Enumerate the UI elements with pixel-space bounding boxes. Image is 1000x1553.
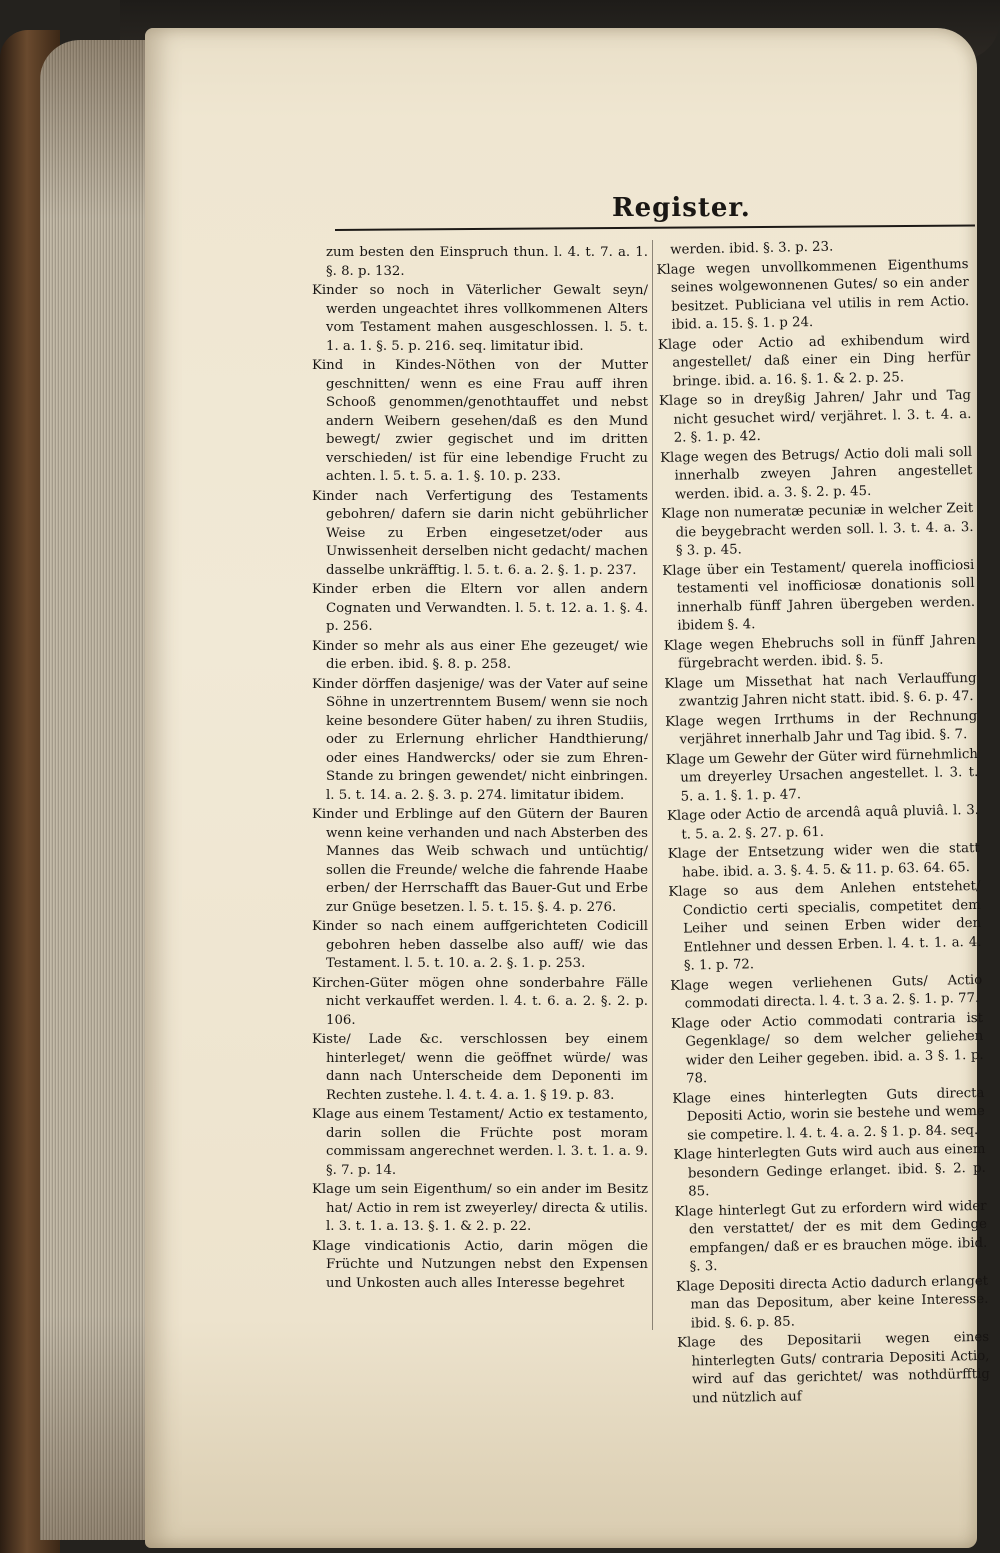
register-entry: Klage wegen Irrthums in der Rechnung verjähret innerhalb Jahr und Tag ibid. §. 7.	[665, 708, 978, 748]
register-entry: Kinder nach Verfertigung des Testaments gebohren/ dafern sie darin nicht gebührlicher Weise zu Erben eingesetzet/oder aus Unwissenheit derselben nicht gedacht/ machen dasselbe unkräfftig. l. 5. t. 6. a. 2. §. 1. p. 237.	[312, 488, 648, 578]
register-entry: Klage eines hinterlegten Guts directa Depositi Actio, worin sie bestehe und weme sie competire. l. 4. t. 4. a. 2. § 1. p. 84. seq.	[672, 1085, 985, 1144]
register-entry: Klage wegen unvollkommenen Eigenthums seines wolgewonnenen Gutes/ so ein ander besitzet. Publiciana vel utilis in rem Actio. ibid. a. 15. §. 1. p 24.	[656, 256, 970, 333]
running-header-title: Register.	[612, 193, 751, 223]
column-divider	[652, 240, 653, 1330]
register-entry: Klage um Missethat hat nach Verlauffung zwantzig Jahren nicht statt. ibid. §. 6. p. 47.	[664, 670, 977, 710]
register-entry: Kinder so mehr als aus einer Ehe gezeuget/ wie die erben. ibid. §. 8. p. 258.	[312, 638, 648, 672]
register-entry: Klage vindicationis Actio, darin mögen die Früchte und Nutzungen nebst den Expensen und Unkosten auch alles Interesse begehret	[312, 1238, 648, 1291]
register-entry: Kind in Kindes-Nöthen von der Mutter geschnitten/ wenn es eine Frau auff ihren Schooß genommen/genothtauffet und nebst andern Weibern gesehen/daß es den Mund bewegt/ zwier gegischet und im dritten verschieden/ ist für eine lebendige Frucht zu achten. l. 5. t. 5. a. 1. §. 10. p. 233.	[312, 358, 648, 484]
register-entry: Kirchen-Güter mögen ohne sonderbahre Fälle nicht verkauffet werden. l. 4. t. 6. a. 2. §. 2. p. 106.	[312, 975, 648, 1028]
register-entry: Klage um Gewehr der Güter wird fürnehmlich um dreyerley Ursachen angestellet. l. 3. t. 5. a. 1. §. 1. p. 47.	[665, 746, 979, 805]
register-entry: Klage oder Actio ad exhibendum wird angestellet/ daß einer ein Ding herfür bringe. ibid. a. 16. §. 1. & 2. p. 25.	[657, 331, 971, 390]
register-entry: Kinder und Erblinge auf den Gütern der Bauren wenn keine verhanden und nach Absterben des Mannes das Weib schwach und untüchtig/ sollen die Freunde/ welche die fahrende Haabe erben/ der Herrschafft das Bauer-Gut und Erbe zur Gnüge besetzen. l. 5. t. 15. §. 4. p. 276.	[312, 807, 648, 915]
register-entry: Klage um sein Eigenthum/ so ein ander im Besitz hat/ Actio in rem ist zweyerley/ directa & utilis. l. 3. t. 1. a. 13. §. 1. & 2. p. 22.	[312, 1182, 648, 1234]
register-entry: Klage der Entsetzung wider wen die statt habe. ibid. a. 3. §. 4. 5. & 11. p. 63. 64. 65.	[667, 840, 980, 881]
register-entry: Kinder dörffen dasjenige/ was der Vater auf seine Söhne in unzertrenntem Busem/ wenn sie noch keine besondere Güter haben/ zu ihren Studiis, oder zu Erlernung ehrlicher Handthierung/ oder eines Handwercks/ oder sie zum Ehren-Stande zu bringen gewendet/ nicht einbringen. l. 5. t. 14. a. 2. §. 3. p. 274. limitatur ibidem.	[312, 676, 648, 803]
register-entry: Klage hinterlegten Guts wird auch aus einem besondern Gedinge erlanget. ibid. §. 2. p. 85.	[673, 1141, 986, 1200]
register-entry: Klage Depositi directa Actio dadurch erlanget man das Depositum, aber keine Interesse. ibid. §. 6. p. 85.	[675, 1273, 989, 1332]
register-entry: Kinder so nach einem auffgerichteten Codicill gebohren heben dasselbe also auff/ wie das Testament. l. 5. t. 10. a. 2. §. 1. p. 253.	[312, 919, 648, 971]
register-entry: werden. ibid. §. 3. p. 23.	[670, 239, 834, 258]
register-entry: Kiste/ Lade &c. verschlossen bey einem hinterleget/ wenn die geöffnet würde/ was dann nach Unterscheide dem Deponenti im Rechten zustehe. l. 4. t. 4. a. 1. § 19. p. 83.	[312, 1032, 648, 1103]
register-entry: Klage so in dreyßig Jahren/ Jahr und Tag nicht gesuchet wird/ verjähret. l. 3. t. 4. a. 2. §. 1. p. 42.	[658, 387, 972, 446]
right-column	[656, 236, 990, 1410]
register-entry: Klage des Depositarii wegen eines hinterlegten Guts/ contraria Depositi Actio, wird auf das gerichtet/ was nothdürfftig und nützlich auf	[677, 1329, 990, 1407]
register-entry: Klage oder Actio commodati contraria ist Gegenklage/ so dem welcher geliehen wider den Leiher gegeben. ibid. a. 3 §. 1. p. 78.	[670, 1010, 984, 1087]
register-entry: Klage wegen Ehebruchs soll in fünff Jahren fürgebracht werden. ibid. §. 5.	[663, 632, 976, 672]
page-edges-shadow	[40, 40, 158, 1540]
register-entry: Klage wegen des Betrugs/ Actio doli mali soll innerhalb zweyen Jahren angestellet werden. ibid. a. 3. §. 2. p. 45.	[660, 444, 973, 503]
register-entry: Klage über ein Testament/ querela inofficiosi testamenti vel inofficiosæ donationis soll innerhalb fünff Jahren übergeben werden. ibidem §. 4.	[662, 557, 976, 634]
register-entry: Klage wegen verliehenen Guts/ Actio commodati directa. l. 4. t. 3 a. 2. §. 1. p. 77.	[670, 972, 983, 1012]
register-entry: Kinder so noch in Väterlicher Gewalt seyn/ werden ungeachtet ihres vollkommenen Alters vom Testament mahen ausgeschlossen. l. 5. t. 1. a. 1. §. 5. p. 216. seq. limitatur ibid.	[312, 283, 648, 354]
register-entry: Klage non numeratæ pecuniæ in welcher Zeit die beygebracht werden soll. l. 3. t. 4. a. 3. § 3. p. 45.	[661, 500, 974, 559]
register-entry: Kinder erben die Eltern vor allen andern Cognaten und Verwandten. l. 5. t. 12. a. 1. §. 4. p. 256.	[312, 582, 648, 634]
register-entry: Klage oder Actio de arcendâ aquâ pluviâ. l. 3. t. 5. a. 2. §. 27. p. 61.	[666, 802, 980, 843]
register-entry: Klage so aus dem Anlehen entstehet/ Condictio certi specialis, competitet dem Leiher und seinen Erben wider den Entlehner und dessen Erben. l. 4. t. 1. a. 4. §. 1. p. 72.	[668, 878, 982, 974]
left-column	[312, 244, 648, 1294]
register-entry: Klage hinterlegt Gut zu erfordern wird wider den verstattet/ der es mit dem Gedinge empfangen/ daß er es brauchen möge. ibid. §. 3.	[674, 1198, 988, 1275]
register-entry: zum besten den Einspruch thun. l. 4. t. 7. a. 1. §. 8. p. 132.	[326, 245, 648, 279]
register-entry: Klage aus einem Testament/ Actio ex testamento, darin sollen die Früchte post moram commissam angerechnet werden. l. 3. t. 1. a. 9. §. 7. p. 14.	[312, 1107, 648, 1178]
